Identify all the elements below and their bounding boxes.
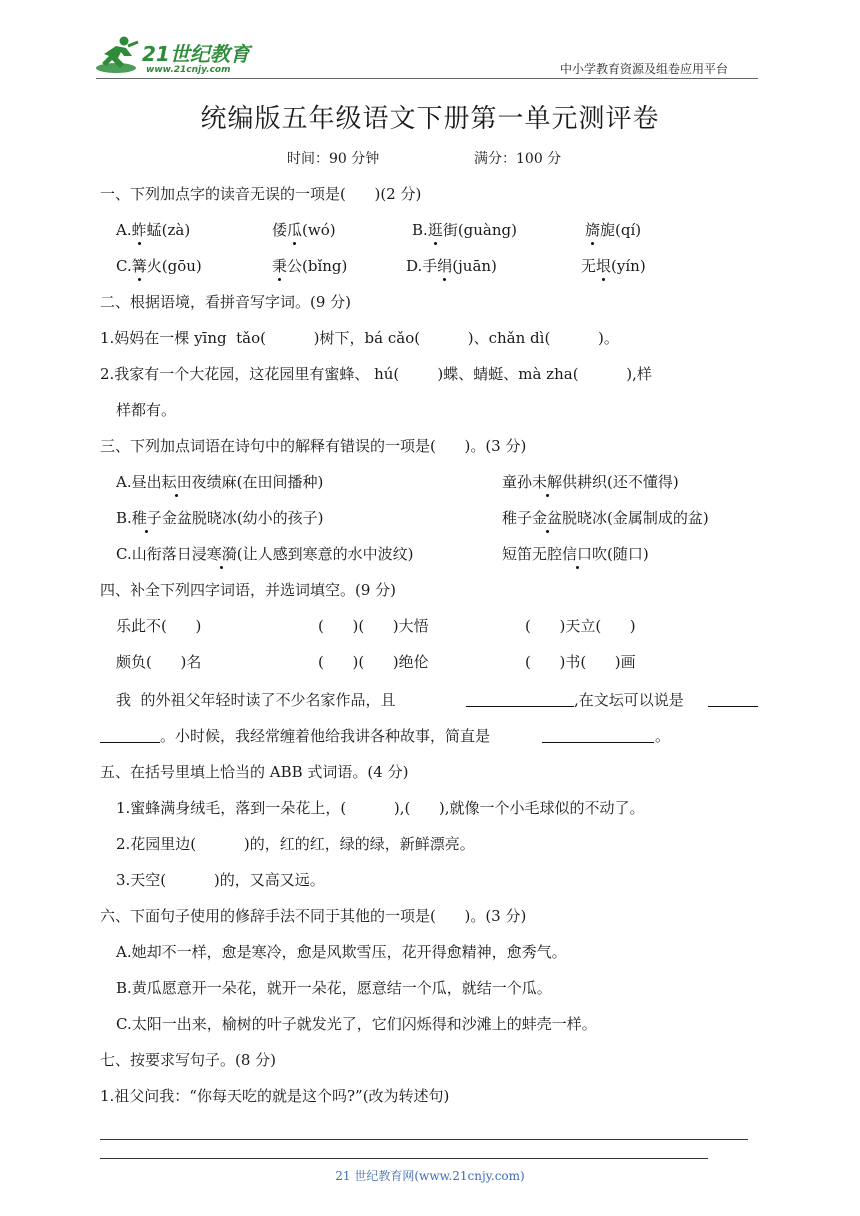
dotted-char: 信口 [562, 545, 593, 563]
dotted-char: 蚱 [131, 221, 147, 239]
logo-url: www.21cnjy.com [146, 65, 231, 75]
dotted-char: 瓜 [287, 221, 303, 239]
platform-name: 中小学教育资源及组卷应用平台 [560, 62, 729, 76]
q4-passage-1a: 我 的外祖父年轻时读了不少名家作品，且 [116, 691, 396, 709]
q3-heading: 三、下列加点词语在诗句中的解释有错误的一项是( )。(3 分) [100, 437, 527, 455]
q4-passage-1b: ,在文坛可以说是 [574, 691, 684, 709]
q3-b-left: B.稚子金盆脱晓冰(幼小的孩子) [116, 509, 324, 527]
q3-a-right: 童孙未解供耕织(还不懂得) [502, 473, 679, 491]
dotted-char: 逛 [427, 221, 443, 239]
q1-heading: 一、下列加点字的读音无误的一项是( )(2 分) [100, 185, 422, 203]
q3-a-left: A.昼出耘田夜绩麻(在田间播种) [116, 473, 324, 491]
q6-heading: 六、下面句子使用的修辞手法不同于其他的一项是( )。(3 分) [100, 907, 527, 925]
q1-option-d: D.手绢(juān) [406, 257, 497, 275]
dotted-char: 旖 [585, 221, 601, 239]
q5-heading: 五、在括号里填上恰当的 ABB 式词语。(4 分) [100, 763, 409, 781]
q2-line-1: 1.妈妈在一棵 yīng tǎo( )树下，bá cǎo( )、chǎn dì( )。 [100, 329, 619, 347]
q4-idiom-1: 乐此不( ) [116, 617, 202, 635]
q3-c-right: 短笛无腔信口吹(随口) [502, 545, 649, 563]
q1-option-d2: 无垠(yín) [581, 257, 646, 275]
logo-text: 21世纪教育 [142, 42, 250, 66]
fill-blank [466, 692, 574, 707]
q1-option-c: C.篝火(gōu) [116, 257, 202, 275]
full-score: 满分：100 分 [474, 151, 562, 167]
q5-line-2: 2.花园里边( )的，红的红，绿的绿，新鲜漂亮。 [116, 835, 475, 853]
q3-c-left: C.山衔落日浸寒漪(让人感到寒意的水中波纹) [116, 545, 414, 563]
q5-line-3: 3.天空( )的，又高又远。 [116, 871, 325, 889]
q1-option-a: A.蚱蜢(zà) [116, 221, 191, 239]
dotted-char: 耘田 [161, 473, 192, 491]
page-footer: 21 世纪教育网(www.21cnjy.com) [335, 1169, 525, 1183]
q6-option-a: A.她却不一样，愈是寒冷，愈是风欺雪压，花开得愈精神，愈秀气。 [116, 943, 567, 961]
fill-blank [708, 692, 758, 707]
dotted-char: 篝 [131, 257, 147, 275]
dotted-char: 金盆 [532, 509, 563, 527]
fill-blank [542, 728, 654, 743]
header-divider [96, 78, 758, 79]
q4-idiom-2: ( )( )大悟 [318, 617, 429, 635]
q2-line-2: 2.我家有一个大花园，这花园里有蜜蜂、 hú( )蝶、蜻蜓、mà zha( ),样 [100, 365, 652, 383]
q1-option-b: B.逛街(guàng) [412, 221, 517, 239]
q6-option-b: B.黄瓜愿意开一朵花，就开一朵花，愿意结一个瓜，就结一个瓜。 [116, 979, 552, 997]
q5-line-1: 1.蜜蜂满身绒毛，落到一朵花上，( ),( ),就像一个小毛球似的不动了。 [116, 799, 645, 817]
q2-line-3: 样都有。 [116, 401, 177, 419]
dotted-char: 绢 [437, 257, 453, 275]
q4-idiom-3: ( )天立( ) [525, 617, 636, 635]
exam-time: 时间：90 分钟 [287, 151, 380, 167]
q4-idiom-6: ( )书( )画 [525, 653, 636, 671]
q7-line-1: 1.祖父问我：“你每天吃的就是这个吗?”(改为转述句) [100, 1087, 450, 1105]
dotted-char: 寒漪 [206, 545, 237, 563]
q2-heading: 二、根据语境，看拼音写字词。(9 分) [100, 293, 352, 311]
site-logo [94, 32, 264, 80]
dotted-char: 未解 [532, 473, 563, 491]
dotted-char: 秉 [272, 257, 288, 275]
q6-option-c: C.太阳一出来，榆树的叶子就发光了，它们闪烁得和沙滩上的蚌壳一样。 [116, 1015, 597, 1033]
answer-line [100, 1158, 708, 1159]
q3-b-right: 稚子金盆脱晓冰(金属制成的盆) [502, 509, 709, 527]
q7-heading: 七、按要求写句子。(8 分) [100, 1051, 277, 1069]
q4-idiom-4: 颇负( )名 [116, 653, 202, 671]
q4-passage-2b: 。 [655, 727, 671, 745]
fill-blank [100, 728, 160, 743]
q1-option-c2: 秉公(bǐng) [272, 257, 348, 275]
q4-idiom-5: ( )( )绝伦 [318, 653, 429, 671]
page-title: 统编版五年级语文下册第一单元测评卷 [200, 104, 660, 134]
q1-option-b2: 旖旎(qí) [585, 221, 642, 239]
answer-line [100, 1139, 748, 1140]
q4-heading: 四、补全下列四字词语，并选词填空。(9 分) [100, 581, 397, 599]
dotted-char: 稚子 [131, 509, 162, 527]
q4-passage-2a: 。小时候，我经常缠着他给我讲各种故事，简直是 [160, 727, 491, 745]
dotted-char: 垠 [596, 257, 612, 275]
q1-option-a2: 倭瓜(wó) [272, 221, 336, 239]
